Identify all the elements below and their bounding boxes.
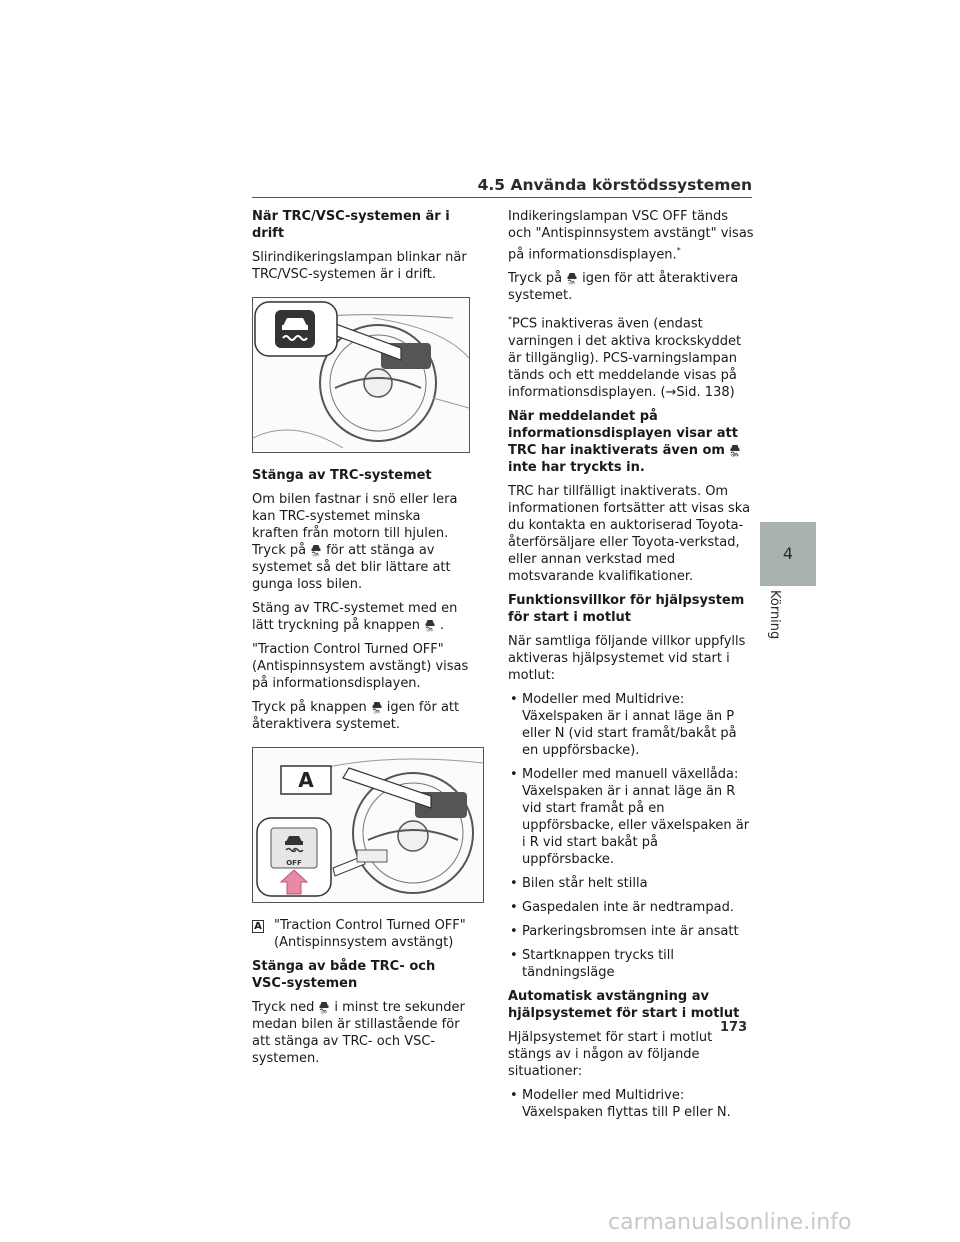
vsc-off-button-icon: [424, 618, 436, 632]
list-item: • Bilen står helt stilla: [508, 875, 754, 892]
fig2-label: A: [298, 768, 314, 792]
vsc-off-button-icon: [371, 700, 383, 714]
footnote-pcs: *PCS inaktiveras även (endast varningen i det aktiva krockskyddet är tillgänglig). PCS-varningslampan tänds och ett meddelande visas på informationsdisplayen. (→Sid. 138): [508, 315, 742, 400]
svg-text:OFF: OFF: [373, 710, 381, 714]
para-trc-temporarily-off: TRC har tillfälligt inaktiverats. Om informationen fortsätter att visas ska du kontakta en auktoriserad Toyota-återförsäljare eller Toyota-verkstad, eller annan verkstad med motsvarande kvalifikationer.: [508, 483, 751, 584]
svg-text:OFF: OFF: [568, 281, 576, 286]
para-conditions-intro: När samtliga följande villkor uppfylls aktiveras hjälpsystemet vid start i motlut:: [508, 633, 746, 683]
dashboard-illustration: [253, 298, 469, 452]
list-item: • Modeller med manuell växellåda: Växelspaken är i annat läge än R vid start framåt på en uppförsbacke, eller växelspaken är i R vid start bakåt på uppförsbacke.: [508, 766, 754, 868]
para-light-press: Stäng av TRC-systemet med en lätt tryckning på knappen OFF .: [252, 601, 458, 633]
right-column: [508, 208, 754, 1128]
conditions-list: [508, 691, 754, 981]
vsc-off-button-icon: [566, 271, 578, 285]
callout-text: "Traction Control Turned OFF" (Antispinnsystem avstängt): [274, 918, 466, 950]
callout-badge: A: [252, 920, 264, 933]
para-message-shown: "Traction Control Turned OFF" (Antispinnsystem avstängt) visas på informationsdisplayen.: [252, 642, 469, 691]
para-slip-lamp: Slirindikeringslampan blinkar när TRC/VSC-systemen är i drift.: [252, 250, 467, 282]
header-rule: [252, 197, 752, 198]
svg-text:OFF: OFF: [320, 1010, 328, 1014]
para-vsc-off-lamp: Indikeringslampan VSC OFF tänds och "Antispinnsystem avstängt" visas på informationsdisplayen.*: [508, 209, 754, 263]
section-title: 4.5 Använda körstödssystemen: [477, 176, 752, 194]
callout-a: [252, 917, 470, 951]
chapter-number: 4: [782, 544, 794, 563]
list-item: • Modeller med Multidrive: Växelspaken flyttas till P eller N.: [508, 1087, 754, 1121]
heading-trc-vsc-active: När TRC/VSC-systemen är i drift: [252, 209, 450, 241]
heading-disable-trc: Stänga av TRC-systemet: [252, 468, 432, 483]
list-item: • Gaspedalen inte är nedtrampad.: [508, 899, 754, 916]
vsc-off-button-icon: [310, 543, 322, 557]
page-header: [252, 176, 752, 198]
heading-trc-message: När meddelandet på informationsdisplayen visar att TRC har inaktiverats även om OFF inte har tryckts in.: [508, 408, 754, 476]
figure-slip-indicator: [252, 297, 470, 453]
figure-vsc-off-button: [252, 747, 484, 903]
fig2-off-text: OFF: [286, 859, 302, 867]
cancel-list: [508, 1087, 754, 1121]
heading-auto-cancel: Automatisk avstängning av hjälpsystemet för start i motlut: [508, 988, 740, 1021]
para-reactivate-system: Tryck på OFF igen för att återaktivera systemet.: [508, 271, 739, 304]
para-hold-3s: Tryck ned OFF i minst tre sekunder medan bilen är stillastående för att stänga av TRC- och VSC-systemen.: [252, 1000, 465, 1066]
vsc-off-button-icon: [729, 443, 741, 457]
page-number: 173: [720, 1020, 748, 1035]
left-column: [252, 208, 470, 1074]
vsc-off-button-icon: [318, 1000, 330, 1014]
list-item: • Parkeringsbromsen inte är ansatt: [508, 923, 754, 940]
chapter-side-label: [766, 590, 782, 650]
heading-disable-both: Stänga av både TRC- och VSC-systemen: [252, 959, 436, 991]
chapter-tab: [760, 522, 816, 586]
watermark: carmanualsonline.info: [608, 1210, 852, 1235]
chapter-label: Körning: [767, 590, 782, 640]
para-cancel-intro: Hjälpsystemet för start i motlut stängs av i någon av följande situationer:: [508, 1029, 713, 1079]
para-stuck-in-snow: Om bilen fastnar i snö eller lera kan TRC-systemet minska kraften från motorn till hjulen. Tryck på OFF för att stänga av systemet så det blir lättare att gunga loss bilen.: [252, 492, 458, 592]
svg-text:OFF: OFF: [312, 553, 320, 557]
svg-text:OFF: OFF: [426, 628, 434, 632]
svg-text:OFF: OFF: [731, 453, 739, 457]
para-reactivate: Tryck på knappen OFF igen för att återaktivera systemet.: [252, 700, 460, 732]
list-item: • Modeller med Multidrive: Växelspaken är i annat läge än P eller N (vid start framåt/bakåt på en uppförsbacke).: [508, 691, 754, 759]
list-item: • Startknappen trycks till tändningsläge: [508, 947, 754, 981]
heading-hill-start-conditions: Funktionsvillkor för hjälpsystem för start i motlut: [508, 592, 745, 625]
